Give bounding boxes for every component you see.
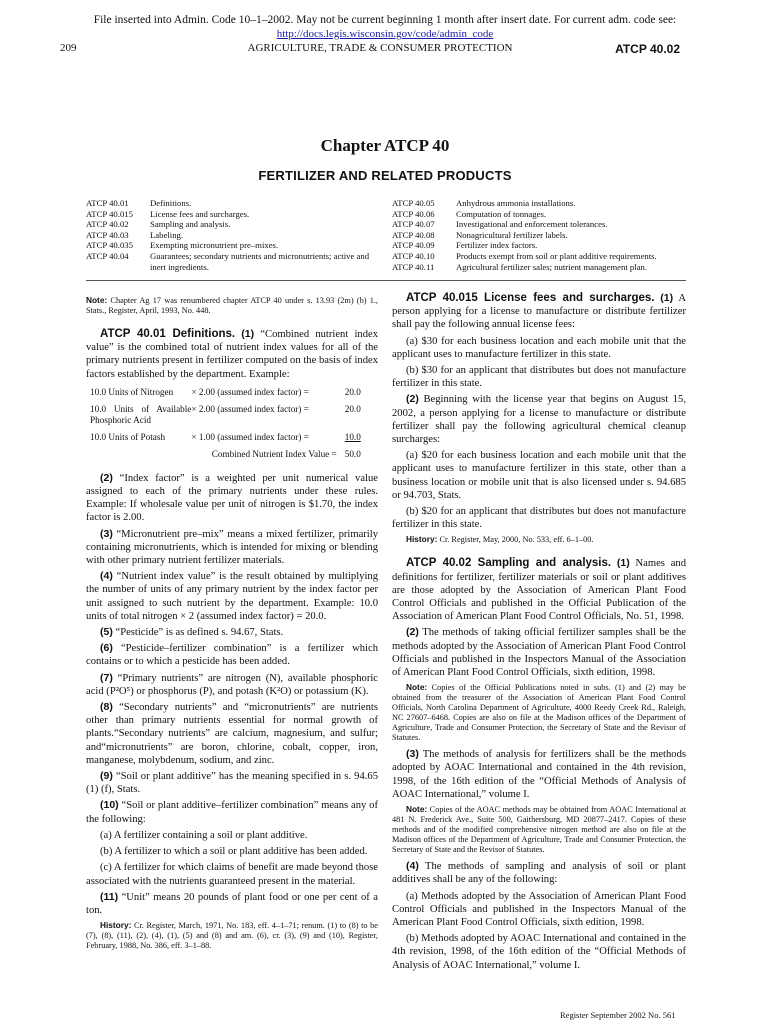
admin-code-link[interactable]: http://docs.legis.wisconsin.gov/code/admin_code — [276, 28, 494, 40]
section-40-015: ATCP 40.015 License fees and surcharges. (1) A person applying for a license to manufacture or distribute fertilizer shall pay the following annual license fees: — [392, 292, 686, 331]
definition-7: (7) “Primary nutrients” are nitrogen (N), available phosphoric acid (P²O⁵) or phosphorus (P), and potash (K²O) or potassium (K). — [86, 671, 378, 697]
sampling-4b: (b) Methods adopted by AOAC International and contained in the 4th revision, 1998, of the 16th edition of the “Official Methods of Analysis of AOAC International,” volume I. — [392, 933, 686, 971]
index-example-table — [86, 387, 378, 466]
table-row: 10.0 Units of Available Phosphoric Acid × 2.00 (assumed index factor) = 20.0 — [90, 403, 361, 425]
publications-note: Note: Copies of the Official Publications noted in subs. (1) and (2) may be obtained from the treasurer of the Association of American Plant Food Control Officials, North Carolina Department of Agriculture, 4000 Reedy Creek Rd., Raleigh, NC 27607–6468. Copies are also on file at the Madison offices of the Department of Agriculture, Trade and Consumer Protection, the Secretary of State and the Revisor of Statutes. — [392, 682, 686, 743]
table-row: 10.0 Units of Potash × 1.00 (assumed index factor) = 10.0 — [90, 431, 361, 442]
surcharge-a: (a) $20 for each business location and each mobile unit that the applicant uses to manufacture fertilizer in this state, other than a business location or mobile unit that is also licensed under s. 94.685 or 94.703, Stats. — [392, 450, 686, 501]
fee-b: (b) $30 for an applicant that distributes but does not manufacture fertilizer in this state. — [392, 365, 686, 390]
toc-right — [392, 198, 687, 272]
toc-divider — [86, 280, 686, 281]
history-note: History: Cr. Register, May, 2000, No. 533, eff. 6–1–00. — [406, 534, 594, 545]
definition-6: (6) “Pesticide–fertilizer combination” is a fertilizer which contains or to which a pesticide has been added. — [86, 642, 378, 668]
definition-10b: (b) A fertilizer to which a soil or plant additive has been added. — [100, 846, 368, 858]
toc-item[interactable]: ATCP 40.08 Nonagricultural fertilizer labels. — [392, 229, 568, 240]
chapter-subtitle: FERTILIZER AND RELATED PRODUCTS — [258, 168, 512, 183]
section-heading: ATCP 40.015 License fees and surcharges. — [406, 292, 655, 304]
agency-name: AGRICULTURE, TRADE & CONSUMER PROTECTION — [247, 42, 513, 54]
page-number: 209 — [60, 42, 77, 54]
sampling-2: (2) The methods of taking official fertilizer samples shall be the methods adopted by the Association of American Plant Food Control Officials and published in the Inspectors Manual of the Association of American Plant Food Control Officials, sixth edition, 1998. — [392, 626, 686, 679]
sampling-4: (4) The methods of sampling and analysis of soil or plant additives shall be any of the following: — [392, 860, 686, 886]
toc-item[interactable]: ATCP 40.09 Fertilizer index factors. — [392, 240, 538, 251]
surcharge-intro: (2) Beginning with the license year that begins on August 15, 2002, a person applying for a license to manufacture or distribute fertilizer shall pay the following agricultural chemical cleanup surcharges: — [392, 393, 686, 446]
fee-a: (a) $30 for each business location and each mobile unit that the applicant uses to manufacture fertilizer in this state. — [392, 335, 686, 360]
section-40-02: ATCP 40.02 Sampling and analysis. (1) Names and definitions for fertilizer, fertilizer materials or soil or plant additives are those adopted by the Association of American Plant Food Control Officials and published in the Official Publication of the Association of American Plant Food Control Officials, No. 51, 1998. — [392, 557, 686, 623]
aoac-note: Note: Copies of the AOAC methods may be obtained from AOAC International at 481 N. Frederick Ave., Suite 500, Gaithersburg, MD 20877–2417. Copies of these methods and of the modified comprehensive nitrogen method are also on file at the Madison offices of the Department of Agriculture, Trade and Consumer Protection, the Secretary of State and the Revisor of Statutes. — [392, 804, 686, 855]
section-heading: ATCP 40.01 Definitions. — [100, 328, 236, 340]
definition-11: (11) “Unit” means 20 pounds of plant food or one per cent of a ton. — [86, 890, 378, 916]
definition-9: (9) “Soil or plant additive” has the meaning specified in s. 94.65 (1) (f), Stats. — [86, 770, 378, 796]
surcharge-b: (b) $20 for an applicant that distributes but does not manufacture fertilizer in this state. — [392, 506, 686, 531]
definition-4: (4) “Nutrient index value” is the result obtained by multiplying the number of units of any primary nutrient by the index factor per unit assigned to such nutrient by the department. Example: 10.0 units of total nitrogen × 2 (assumed index factor) = 20.0. — [86, 570, 378, 622]
definition-2: (2) “Index factor” is a weighted per unit numerical value assigned to each of the primary nutrients under these rules. Example: If wholesale value per unit of nitrogen is $1.70, the index factor is 2.00. — [86, 471, 378, 524]
toc-item[interactable]: ATCP 40.03 Labeling. — [86, 229, 184, 240]
table-row-total: Combined Nutrient Index Value = 50.0 — [211, 448, 361, 459]
definition-10a: (a) A fertilizer containing a soil or plant additive. — [100, 829, 308, 841]
section-heading: ATCP 40.02 Sampling and analysis. — [406, 557, 612, 570]
sampling-3: (3) The methods of analysis for fertilizers shall be the methods adopted by AOAC International and contained in the 4th revision, 1998, of the 16th edition of the “Official Methods of Analysis of AOAC International,” volume I. — [392, 748, 686, 800]
definition-8: (8) “Secondary nutrients” and “micronutrients” are nutrients other than primary nutrients essential for normal growth of plants.“Secondary nutrients” are calcium, magnesium, and sulfur; and“micronutrients” are boron, chlorine, cobalt, copper, iron, manganese, molybdenum, sodium, and zinc. — [86, 701, 378, 766]
toc-item[interactable]: ATCP 40.015 License fees and surcharges. — [86, 208, 250, 219]
insert-notice: File inserted into Admin. Code 10–1–2002. May not be current beginning 1 month after insert date. For current adm. code see: — [93, 14, 677, 26]
toc-item[interactable]: ATCP 40.01 Definitions. — [86, 198, 192, 208]
toc-left — [86, 198, 376, 272]
renumber-note: Note: Chapter Ag 17 was renumbered chapter ATCP 40 under s. 13.93 (2m) (b) 1., Stats., Register, April, 1993, No. 448. — [86, 295, 378, 315]
sampling-4a: (a) Methods adopted by the Association of American Plant Food Control Officials and published in the Inspectors Manual of the American Plant Food Control Officials, sixth edition, 1998. — [392, 890, 686, 928]
history-note: History: Cr. Register, March, 1971, No. 183, eff. 4–1–71; renum. (1) to (8) to be (7), (8), (11), (2), (4), (1), (5) and (8) and am. (6), cr. (3), (9) and (10), Register, February, 1988, No. 386, eff. 3–1–88. — [86, 920, 378, 951]
code-url-line — [0, 28, 770, 40]
definition-10c: (c) A fertilizer for which claims of benefit are made beyond those associated with the nutrients guaranteed present in the material. — [86, 862, 378, 887]
section-code: ATCP 40.02 — [615, 42, 680, 56]
definition-3: (3) “Micronutrient pre–mix” means a mixed fertilizer, primarily containing micronutrients, which is intended for mixing or blending with other primary nutrient fertilizer materials. — [86, 527, 378, 567]
toc-item[interactable]: ATCP 40.10 Products exempt from soil or plant additive requirements. — [392, 250, 657, 261]
table-row: 10.0 Units of Nitrogen × 2.00 (assumed index factor) = 20.0 — [90, 386, 361, 397]
toc-item[interactable]: ATCP 40.11 Agricultural fertilizer sales; nutrient management plan. — [392, 261, 648, 272]
left-column — [86, 292, 378, 955]
chapter-title: Chapter ATCP 40 — [320, 136, 450, 155]
toc-item[interactable]: ATCP 40.035 Exempting micronutrient pre–mixes. — [86, 240, 279, 251]
register-footer: Register September 2002 No. 561 — [560, 1010, 676, 1020]
toc-item[interactable]: ATCP 40.04 Guarantees; secondary nutrients and micronutrients; active and inert ingredients. — [86, 250, 370, 272]
definition-5: (5) “Pesticide” is as defined s. 94.67, Stats. — [100, 626, 284, 639]
toc-item[interactable]: ATCP 40.06 Computation of tonnages. — [392, 208, 547, 219]
toc-item[interactable]: ATCP 40.02 Sampling and analysis. — [86, 219, 231, 230]
section-40-01: ATCP 40.01 Definitions. (1) “Combined nutrient index value” is the combined total of nutrient index values for all of the primary nutrients present in fertilizer computed on the basis of index factors established by the department. Example: — [86, 328, 378, 380]
right-column — [392, 292, 686, 975]
toc-item[interactable]: ATCP 40.07 Investigational and enforcement tolerances. — [392, 219, 608, 230]
toc-item[interactable]: ATCP 40.05 Anhydrous ammonia installations. — [392, 198, 576, 208]
definition-10: (10) “Soil or plant additive–fertilizer combination” means any of the following: — [86, 799, 378, 825]
